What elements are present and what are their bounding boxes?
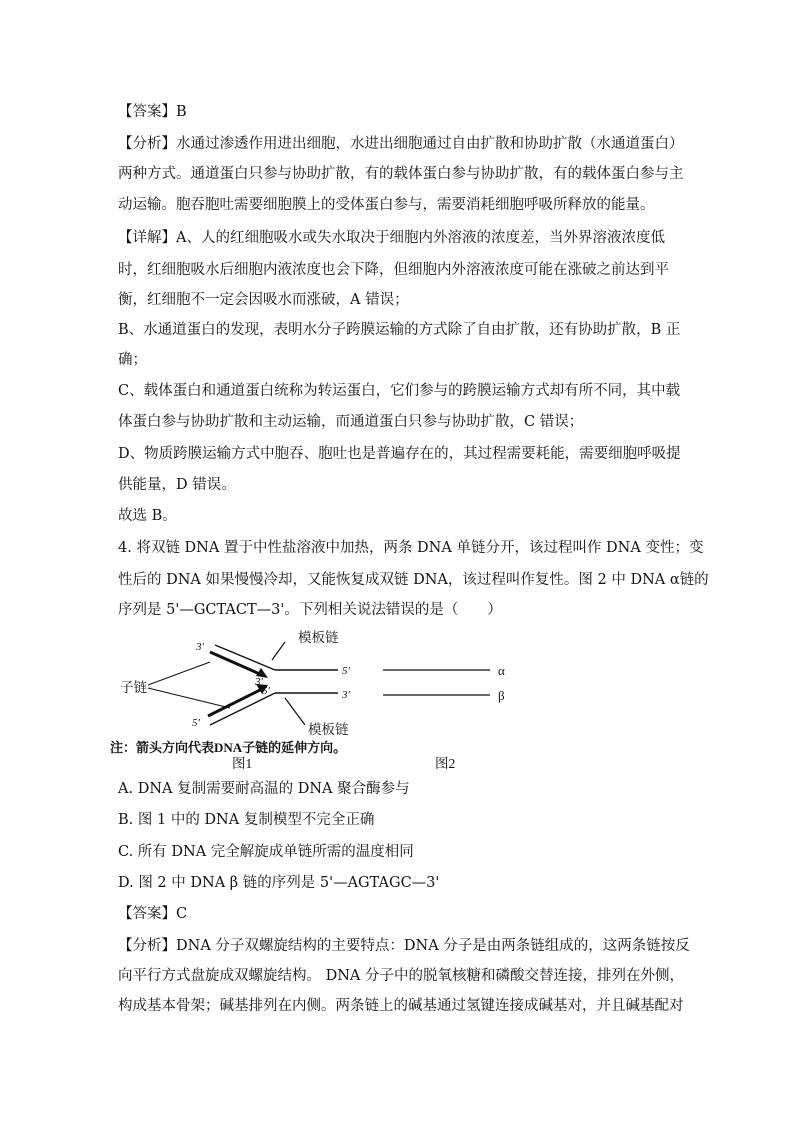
analysis-line: 【分析】DNA 分子双螺旋结构的主要特点：DNA 分子是由两条链组成的，这两条链按反 [118,938,690,954]
figure-2-caption: 图2 [435,756,456,770]
option-a: A. DNA 复制需要耐高温的 DNA 聚合酶参与 [118,781,410,797]
detail-line: B、水通道蛋白的发现，表明水分子跨膜运输的方式除了自由扩散，还有协助扩散，B 正 [118,322,681,338]
figure-1-caption: 图1 [232,756,253,770]
detail-line: 衡，红细胞不一定会因吸水而涨破，A 错误； [118,292,409,308]
label-child-chain: 子链 [120,680,147,695]
analysis-line: 构成基本骨架；碱基排列在内侧。两条链上的碱基通过氢键连接成碱基对，并且碱基配对 [118,998,684,1014]
option-d: D. 图 2 中 DNA β 链的序列是 5'—AGTAGC—3' [118,875,440,891]
detail-line: 【详解】A、人的红细胞吸水或失水取决于细胞内外溶液的浓度差，当外界溶液浓度低 [118,230,665,246]
analysis-line: 两种方式。通道蛋白只参与协助扩散，有的载体蛋白参与协助扩散，有的载体蛋白参与主 [118,166,684,182]
conclusion-line: 故选 B。 [118,508,177,524]
detail-line: D、物质跨膜运输方式中胞吞、胞吐也是普遍存在的，其过程需要耗能，需要细胞呼吸提 [118,446,681,462]
figure-note: 注：箭头方向代表DNA子链的延伸方向。 [110,740,347,755]
question-line: 性后的 DNA 如果慢慢冷却，又能恢复成双链 DNA，该过程叫作复性。图 2 中 DNA α链的 [118,572,709,588]
label-beta: β [498,688,505,703]
question-line: 4. 将双链 DNA 置于中性盐溶液中加热，两条 DNA 单链分开，该过程叫作 DNA 变性；变 [118,540,704,556]
answer-line: 【答案】B [118,104,187,120]
detail-line: 供能量，D 错误。 [118,477,236,493]
child-pointer-top [148,662,210,685]
detail-line: 时，红细胞吸水后细胞内液浓度也会下降，但细胞内外溶液浓度可能在涨破之前达到平 [118,262,669,278]
dna-figure [110,630,530,770]
answer-line: 【答案】C [118,906,188,922]
label-alpha: α [498,663,505,678]
template-strand-bottom [285,698,305,725]
label-template-top: 模板链 [298,630,339,645]
detail-line: 确； [118,352,147,368]
option-c: C. 所有 DNA 完全解旋成单链所需的温度相同 [118,844,414,860]
analysis-line: 【分析】水通过渗透作用进出细胞，水进出细胞通过自由扩散和协助扩散（水通道蛋白） [118,136,684,152]
analysis-line: 动运输。胞吞胞吐需要细胞膜上的受体蛋白参与，需要消耗细胞呼吸所释放的能量。 [118,197,655,213]
label-5-end: 5′ [342,665,350,677]
label-template-bottom: 模板链 [308,722,349,737]
label-3-end: 3′ [342,689,350,701]
daughter-strand-bottom [208,690,260,716]
daughter-strand-top [210,652,262,675]
child-pointer-bottom [148,688,230,708]
analysis-line: 向平行方式盘旋成双螺旋结构。 DNA 分子中的脱氧核糖和磷酸交替连接，排列在外侧， [118,968,684,984]
label-3-mid: 3′ [255,676,263,688]
detail-line: C、载体蛋白和通道蛋白统称为转运蛋白，它们参与的跨膜运输方式却有所不同，其中载 [118,383,681,399]
option-b: B. 图 1 中的 DNA 复制模型不完全正确 [118,812,375,828]
label-5-bot: 5′ [192,717,200,729]
question-line: 序列是 5'—GCTACT—3'。下列相关说法错误的是（ ） [118,602,502,618]
label-3-top: 3′ [196,641,204,653]
template-strand-top [272,642,285,660]
label-5-mid: 5′ [262,685,270,697]
detail-line: 体蛋白参与协助扩散和主动运输，而通道蛋白只参与协助扩散，C 错误； [118,414,584,430]
